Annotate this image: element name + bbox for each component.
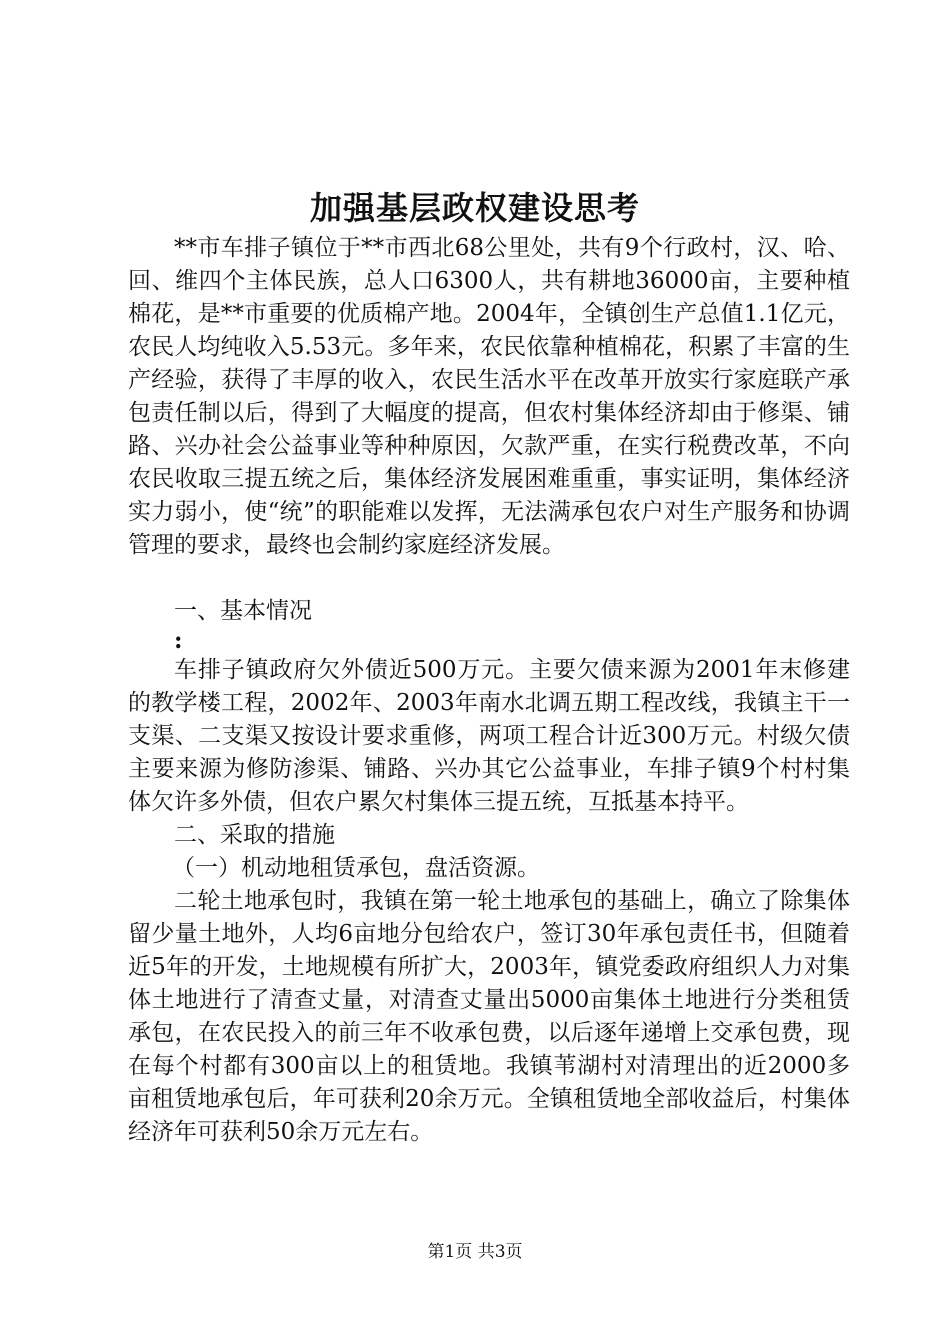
land-lease-paragraph: 二轮土地承包时，我镇在第一轮土地承包的基础上，确立了除集体留少量土地外，人均6亩地分包给农户，签订30年承包责任书，但随着近5年的开发，土地规模有所扩大，2003年，镇党委政府组织人力对集体土地进行了清查丈量，对清查丈量出5000亩集体土地进行分类租赁承包，在农民投入的前三年不收承包费，以后逐年递增上交承包费，现在每个村都有300亩以上的租赁地。我镇苇湖村对清理出的近2000多亩租赁地承包后，年可获利20余万元。全镇租赁地全部收益后，村集体经济年可获利50余万元左右。 (128, 888, 850, 1145)
intro-paragraph: **市车排子镇位于**市西北68公里处，共有9个行政村，汉、哈、回、维四个主体民族，总人口6300人，共有耕地36000亩，主要种植棉花，是**市重要的优质棉产地。2004年，全镇创生产总值1.1亿元，农民人均纯收入5.53元。多年来，农民依靠种植棉花，积累了丰富的生产经验，获得了丰厚的收入，农民生活水平在改革开放实行家庭联产承包责任制以后，得到了大幅度的提高，但农村集体经济却由于修渠、铺路、兴办社会公益事业等种种原因，欠款严重，在实行税费改革，不向农民收取三提五统之后，集体经济发展困难重重，事实证明，集体经济实力弱小，使“统”的职能难以发挥，无法满承包农户对生产服务和协调管理的要求，最终也会制约家庭经济发展。 (128, 235, 850, 558)
section-colon: : (174, 627, 183, 654)
section-heading-measures: 二、采取的措施 (174, 822, 335, 848)
document-body (128, 232, 850, 1149)
document-title: 加强基层政权建设思考 (309, 189, 640, 227)
section-heading-basic-situation: 一、基本情况 (174, 598, 312, 624)
paragraph-gap (128, 562, 850, 595)
page-footer: 第1页 共3页 (427, 1242, 523, 1262)
debt-paragraph: 车排子镇政府欠外债近500万元。主要欠债来源为2001年末修建的教学楼工程，2002年、2003年南水北调五期工程改线，我镇主干一支渠、二支渠又按设计要求重修，两项工程合计近300万元。村级欠债主要来源为修防渗渠、铺路、兴办其它公益事业，车排子镇9个村村集体欠许多外债，但农户累欠村集体三提五统，互抵基本持平。 (128, 657, 850, 815)
subsection-heading-land-lease: （一）机动地租赁承包，盘活资源。 (172, 855, 540, 881)
